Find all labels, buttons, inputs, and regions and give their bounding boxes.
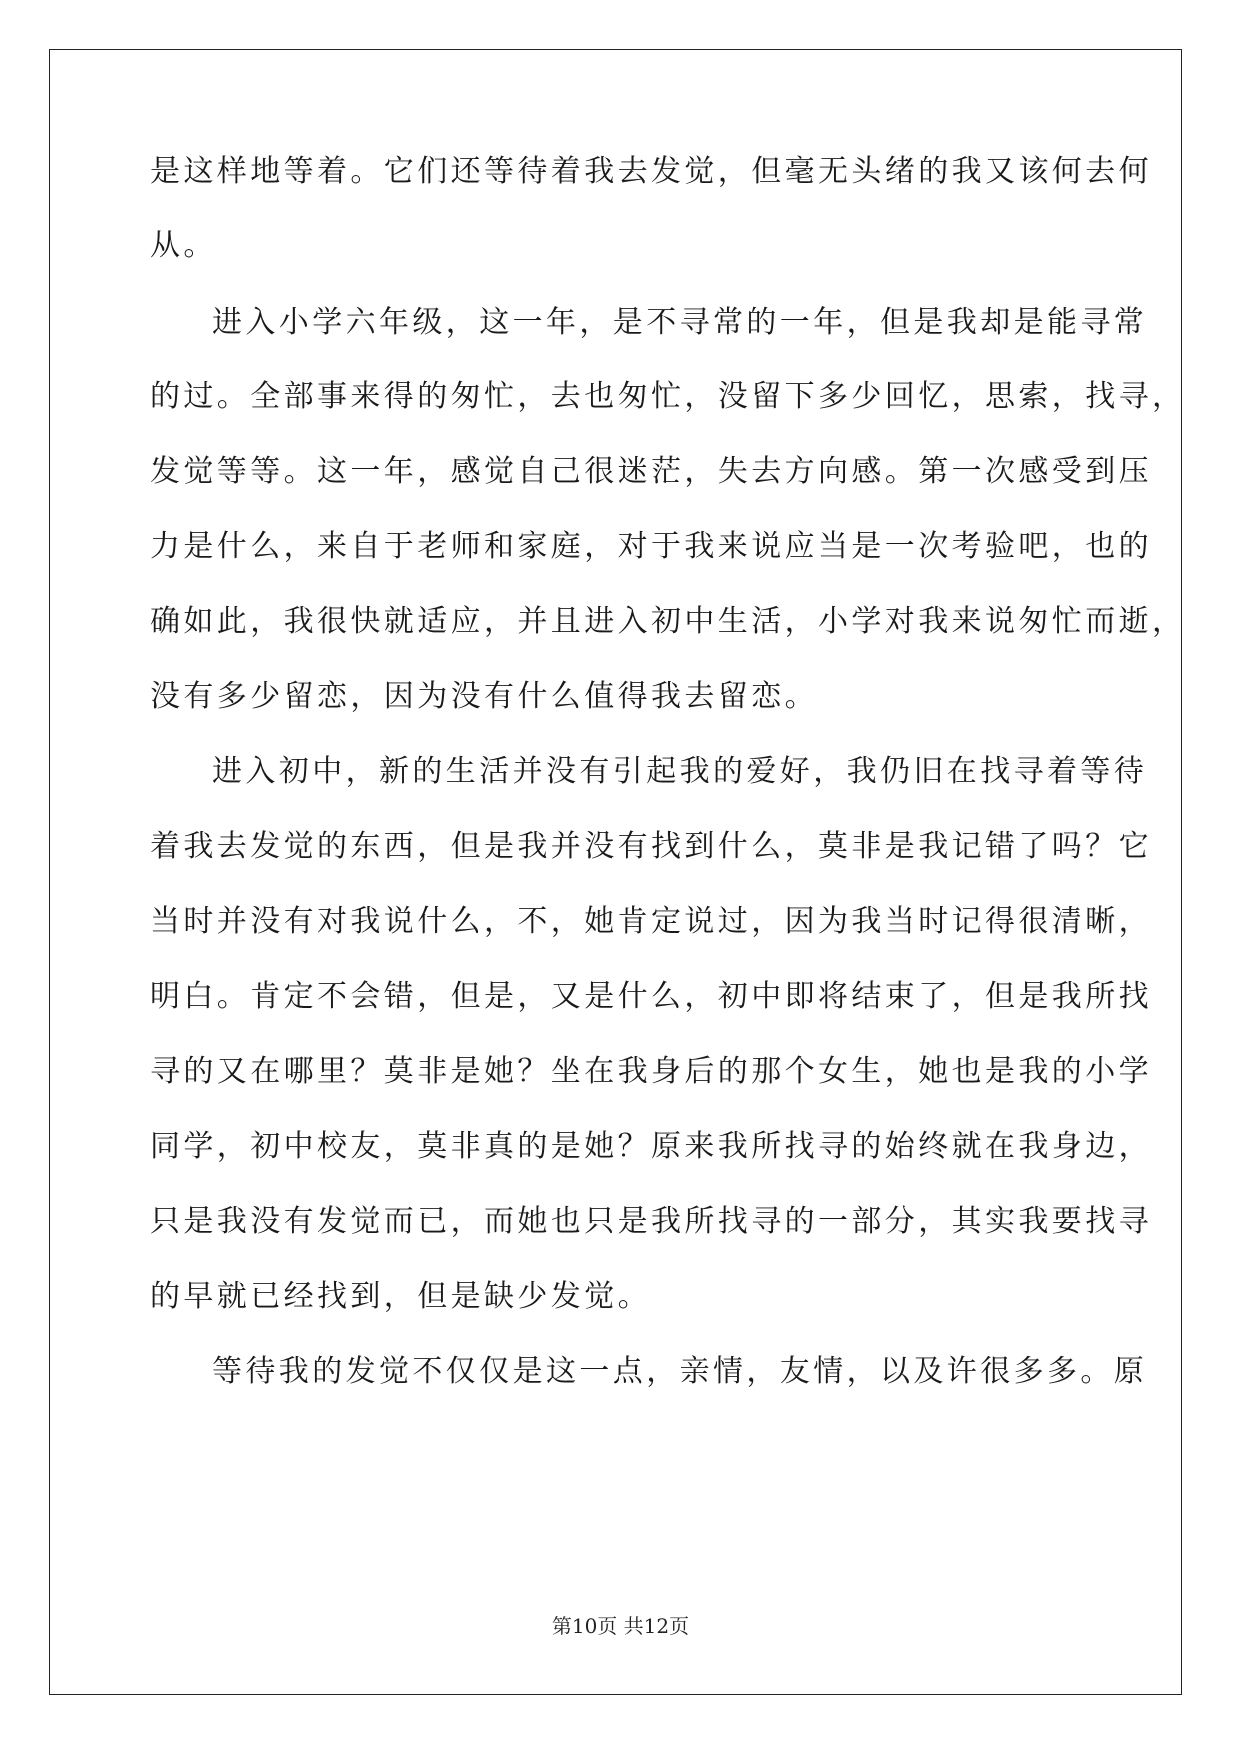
text-line: 没有多少留恋，因为没有什么值得我去留恋。 xyxy=(150,679,818,714)
text-line: 从。 xyxy=(150,228,217,263)
text-line: 的早就已经找到，但是缺少发觉。 xyxy=(150,1279,651,1314)
page-border xyxy=(49,49,1182,1695)
text-line: 是这样地等着。它们还等待着我去发觉，但毫无头绪的我又该何去何 xyxy=(150,154,1152,189)
text-line: 的过。全部事来得的匆忙，去也匆忙，没留下多少回忆，思索，找寻， xyxy=(150,379,1186,414)
text-line: 力是什么，来自于老师和家庭，对于我来说应当是一次考验吧，也的 xyxy=(150,529,1152,564)
text-line: 着我去发觉的东西，但是我并没有找到什么，莫非是我记错了吗？它 xyxy=(150,829,1152,864)
paragraph-first-line: 等待我的发觉不仅仅是这一点，亲情，友情，以及许很多多。原 xyxy=(212,1354,1148,1389)
text-line: 只是我没有发觉而已，而她也只是我所找寻的一部分，其实我要找寻 xyxy=(150,1204,1152,1239)
text-line: 确如此，我很快就适应，并且进入初中生活，小学对我来说匆忙而逝， xyxy=(150,604,1186,639)
text-line: 发觉等等。这一年，感觉自己很迷茫，失去方向感。第一次感受到压 xyxy=(150,454,1152,489)
text-line: 同学，初中校友，莫非真的是她？原来我所找寻的始终就在我身边， xyxy=(150,1129,1152,1164)
page-number-footer: 第10页 共12页 xyxy=(551,1614,690,1638)
paragraph-first-line: 进入小学六年级，这一年，是不寻常的一年，但是我却是能寻常 xyxy=(212,305,1148,340)
text-line: 当时并没有对我说什么，不，她肯定说过，因为我当时记得很清晰， xyxy=(150,904,1152,939)
paragraph-first-line: 进入初中，新的生活并没有引起我的爱好，我仍旧在找寻着等待 xyxy=(212,754,1148,789)
text-line: 明白。肯定不会错，但是，又是什么，初中即将结束了，但是我所找 xyxy=(150,979,1152,1014)
text-line: 寻的又在哪里？莫非是她？坐在我身后的那个女生，她也是我的小学 xyxy=(150,1054,1152,1089)
